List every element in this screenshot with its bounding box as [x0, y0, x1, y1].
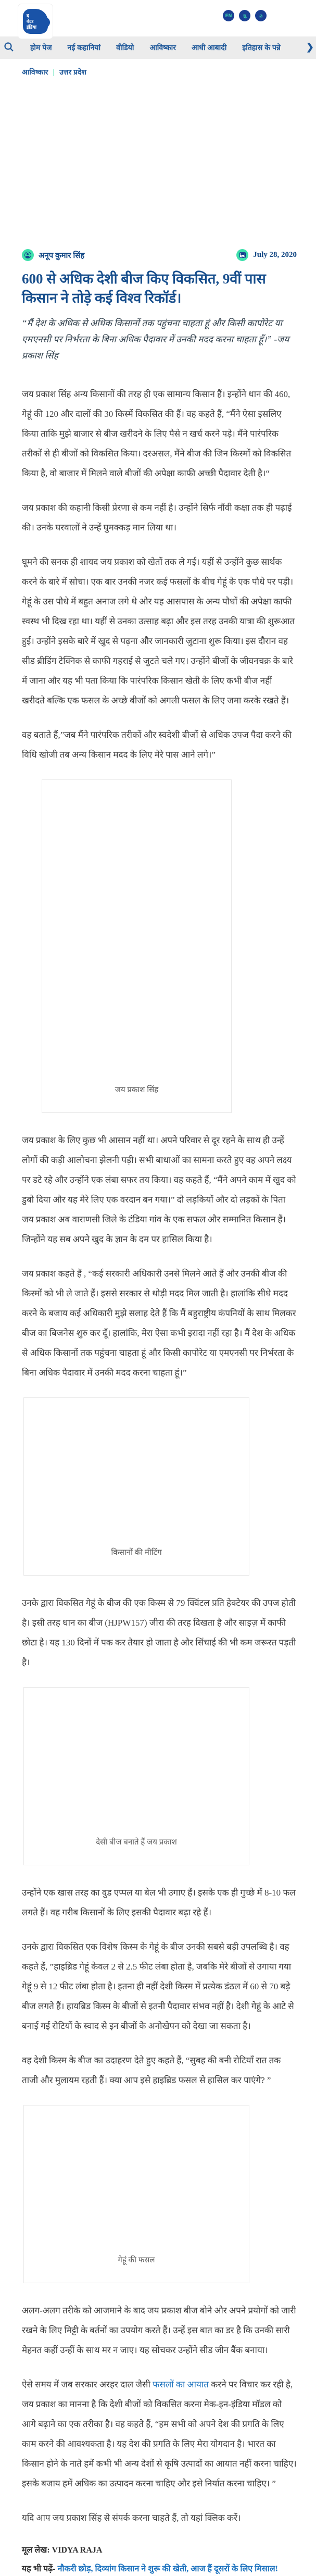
- nav-items: [30, 43, 301, 53]
- paragraph-12-post: करने पर विचार कर रही है, जय प्रकाश का मानना है कि देशी बीजों को विकसित करना मेक-इन-इंडिया मॉडल को आगे बढ़ाने का एक तरीका है। वह कहते हैं, “हम सभी को अपने देश की प्रगति के लिए काम करने की आवश्यकता है। यह देश की प्रगति के लिए मेरा योगदान है। भारत का किसान होने के नाते हमें कभी भी अन्य देशों से कृषि उत्पादों का आयात नहीं करना चाहिए। इसके बजाय हमें अधिक का उत्पादन करना चाहिए और इसे निर्यात करना चाहिए। ”: [22, 2380, 297, 2488]
- lang-button-gujarati[interactable]: ગુ: [239, 10, 250, 21]
- better-india-logo-icon: [23, 9, 48, 34]
- lang-button-english[interactable]: EN: [223, 10, 234, 21]
- publish-date: July 28, 2020: [253, 251, 297, 259]
- search-icon[interactable]: [1, 42, 17, 54]
- nav-item-history-pages[interactable]: इतिहास के पन्ने: [242, 43, 281, 52]
- article-image-2: [23, 1397, 249, 1576]
- source-attribution: मूल लेख: VIDYA RAJA: [22, 2546, 103, 2555]
- paragraph-11: अलग-अलग तरीके को आजमाने के बाद जय प्रकाश बीज बोने और अपने प्रयोगों को जारी रखने के लिए मिट्टी के बर्तनों का उपयोग करते हैं। उन्हें इस बात का डर है कि उनकी सारी मेहनत कहीं उन्हीं के साथ मर न जाए। यह सोचकर उन्होंने सीड जीन बैंक बनाया।: [22, 2306, 296, 2355]
- paragraph-4: वह बताते हैं,”जब मैंने पारंपरिक तरीकों और स्वदेशी बीजों से अधिक उपज पैदा करने की विधि खोजी तब अन्य किसान मदद के लिए मेरे पास आने लगे।”: [22, 730, 292, 760]
- paragraph-9: उनके द्वारा विकसित एक विशेष किस्म के गेहूं के बीज उनकी सबसे बड़ी उपलब्धि है। वह कहते हैं, ”हाइब्रिड गेहूं केवल 2 से 2.5 फीट लंबा होता है, जबकि मेरे बीजों से उगाया गया गेहूं 9 से 12 फीट लंबा होता है। इतना ही नहीं देशी किस्म में प्रत्येक डंठल में 60 से 70 बड़े बीज लगते हैं। हायब्रिड किस्म के बीजों से इतनी पैदावार संभव नहीं है। देशी गेहूं के आटे से बनाई गई रोटियों के स्वाद से इन बीजों के अनोखेपन को देखा जा सकता है।: [22, 1942, 294, 2031]
- paragraph-3: घूमने की सनक ही शायद जय प्रकाश को खेतों तक ले गई। यहीं से उन्होंने कुछ सार्थक करने के बारे में सोचा। एक बार उनकी नजर कई फसलों के बीच गेहूं के एक पौधे पर पड़ी। गेहूं के उस पौधे में बहुत अनाज लगे थे और यह आसपास के अन्य पौधों की अपेक्षा काफी स्वस्थ भी दिख रहा था। यहीं से उनका उत्साह बढ़ा और इस तरह उनकी यात्रा की शुरूआत हुई। उन्होंने इसके बारे में खुद से पढ़ना और जानकारी जुटाना शुरू किया। इस दौरान वह सीड ब्रीडिंग टेक्निक से काफी गहराई से जुटते चले गए। उन्होंने बीजों के जीवनचक्र के बारे में जाना और यह भी पता किया कि पारंपरिक किसान खेती के लिए कभी बीज नहीं खरीदते बल्कि एक फसल के अच्छे बीजों को अगली फसल के लिए जमा करके रखते हैं।: [22, 557, 295, 705]
- paragraph-12: [22, 2375, 297, 2494]
- crop-import-link[interactable]: फसलों का आयात: [153, 2380, 209, 2389]
- author-block[interactable]: [22, 249, 84, 261]
- article-subtitle-quote: “मैं देश के अधिक से अधिक किसानों तक पहुंचना चाहता हूं और किसी कापोरेट या एमएनसी पर निर्भरता के बिना अधिक पैदावार में उनकी मदद करना चाहता हूँ।” -जय प्रकाश सिंह: [22, 318, 289, 361]
- article-meta-row: [22, 249, 297, 261]
- breadcrumb-separator: |: [53, 68, 55, 76]
- breadcrumb-category[interactable]: आविष्कार: [22, 68, 48, 76]
- calendar-icon: [236, 249, 248, 261]
- lang-button-malayalam[interactable]: മ: [255, 10, 267, 21]
- paragraph-1: जय प्रकाश सिंह अन्य किसानों की तरह ही एक सामान्य किसान हैं। इन्होंने धान की 460, गेहूं की 120 और दालों की 30 किस्में विकसित की हैं। वह कहते हैं, “मैंने ऐसा इसलिए किया ताकि मुझे बाजार से बीज खरीदने के लिए पैसे न खर्च करने पड़े। मैंने पारंपरिक तरीकों से ही बीजों को विकसित किया। दरअसल, मैंने बीज की जिन किस्मों को विकसित किया है, वो बाजार में मिलने वाले बीजों की अपेक्षा काफी अच्छी पैदावार देती है।“: [22, 389, 292, 478]
- author-name: अनूप कुमार सिंह: [39, 251, 85, 260]
- article-image-4: [23, 2105, 249, 2283]
- nav-item-new-stories[interactable]: नई कहानियां: [67, 43, 101, 52]
- nav-item-videos[interactable]: वीडियो: [116, 43, 134, 52]
- logo-line2: बेटर: [27, 18, 34, 24]
- also-read-line: [22, 2562, 297, 2576]
- logo-line3: इंडिया: [27, 24, 37, 30]
- top-bar: [0, 0, 316, 36]
- site-logo[interactable]: [18, 4, 53, 39]
- paragraph-12-pre: ऐसे समय में जब सरकार अरहर दाल जैसी: [22, 2380, 153, 2389]
- breadcrumb-region[interactable]: उत्तर प्रदेश: [59, 68, 87, 76]
- page-title: 600 से अधिक देशी बीज किए विकसित, 9वीं पास किसान ने तोड़े कई विश्व रिकॉर्ड।: [22, 271, 266, 306]
- paragraph-8: उन्होंने एक खास तरह का वुड एप्पल या बेल भी उगाए हैं। इसके एक ही गुच्छे में 8-10 फल लगते हैं। वह गरीब किसानों के लिए इसकी पैदावार बढ़ा रहे हैं।: [22, 1888, 296, 1917]
- nav-item-home[interactable]: होम पेज: [30, 43, 52, 52]
- paragraph-5: जय प्रकाश के लिए कुछ भी आसान नहीं था। अपने परिवार से दूर रहने के साथ ही उन्हें लोगों की कड़ी आलोचना झेलनी पड़ी। सभी बाधाओं का सामना करते हुए वह अपने लक्ष्य पर डटे रहे और उन्होंने एक लंबा सफर तय किया। वह कहते हैं, “मैंने अपने काम में खुद को डुबो दिया और यह मेरे लिए एक वरदान बन गया।” दो लड़कियों और दो लड़कों के पिता जय प्रकाश अब वाराणसी जिले के टंडिया गांव के एक सफल और सम्मानित किसान हैं। जिन्होंने यह सब अपने खुद के ज्ञान के दम पर हासिल किया है।: [22, 1135, 296, 1244]
- hero-image-placeholder: [0, 77, 316, 249]
- image-3-caption: देसी बीज बनाते हैं जय प्रकाश: [96, 1838, 177, 1847]
- image-4-caption: गेहूं की फसल: [118, 2256, 155, 2264]
- date-block: [236, 249, 297, 261]
- article-image-1: [42, 779, 232, 1113]
- article-body: [22, 249, 297, 2576]
- nav-item-aadhi-abadi[interactable]: आधी आबादी: [191, 43, 227, 52]
- contact-line: यदि आप जय प्रकाश सिंह से संपर्क करना चाहते हैं, तो यहां क्लिक करें।: [22, 2513, 241, 2523]
- article-image-3: [23, 1687, 249, 1865]
- nav-item-innovation[interactable]: आविष्कार: [149, 43, 176, 52]
- breadcrumb: [22, 67, 316, 77]
- logo-line1: द: [27, 13, 29, 18]
- paragraph-10: वह देशी किस्म के बीज का उदाहरण देते हुए कहते हैं, “सुबह की बनी रोटियाँ रात तक ताजी और मुलायम रहती हैं। क्या आप इसे हाइब्रिड फसल से हासिल कर पाएंगे? ”: [22, 2055, 281, 2085]
- paragraph-7: उनके द्वारा विकसित गेहूं के बीज की एक किस्म से 79 क्विंटल प्रति हेक्टेयर की उपज होती है। इसी तरह धान का बीज (HJPW157) जीरा की तरह दिखता है और साइज़ में काफी छोटा है। यह 130 दिनों में पक कर तैयार हो जाता है और सिंचाई की भी कम जरूरत पड़ती है।: [22, 1598, 296, 1667]
- language-switcher: [223, 10, 267, 21]
- author-avatar-icon: [22, 249, 34, 261]
- also-read-link[interactable]: नौकरी छोड़, दिव्यांग किसान ने शुरू की खेती, आज हैं दूसरों के लिए मिसाल!: [55, 2565, 279, 2573]
- paragraph-6: जय प्रकाश कहते हैं , “कई सरकारी अधिकारी उनसे मिलने आते हैं और उनकी बीज की किस्मों को भी ले जाते हैं। इससे सरकार से थोड़ी मदद मिल जाती है। हालांकि सीधे मदद करने के बजाय कई अधिकारी मुझे सलाह देते हैं कि मैं बहुराष्ट्रीय कंपनियों के साथ मिलकर बीज का बिजनेस शुरु कर दूँ। हालांकि, मेरा ऐसा कभी इरादा नहीं रहा है। मैं देश के अधिक से अधिक किसानों तक पहुंचना चाहता हूं और किसी कापोरेट या एमएनसी पर निर्भरता के बिना अधिक पैदावार में उनकी मदद करना चाहता हूं।”: [22, 1269, 296, 1378]
- image-1-caption: जय प्रकाश सिंह: [115, 1086, 159, 1094]
- nav-scroll-right-icon[interactable]: ❯: [306, 42, 314, 52]
- also-read-label: यह भी पढ़ें-: [22, 2565, 56, 2573]
- image-2-caption: किसानों की मीटिंग: [111, 1549, 162, 1557]
- main-navbar: [0, 36, 316, 59]
- paragraph-2: जय प्रकाश की कहानी किसी प्रेरणा से कम नहीं है। उन्होंने सिर्फ नौंवी कक्षा तक ही पढ़ाई की। उनके घरवालों ने उन्हें घुमक्कड़ मान लिया था।: [22, 503, 292, 532]
